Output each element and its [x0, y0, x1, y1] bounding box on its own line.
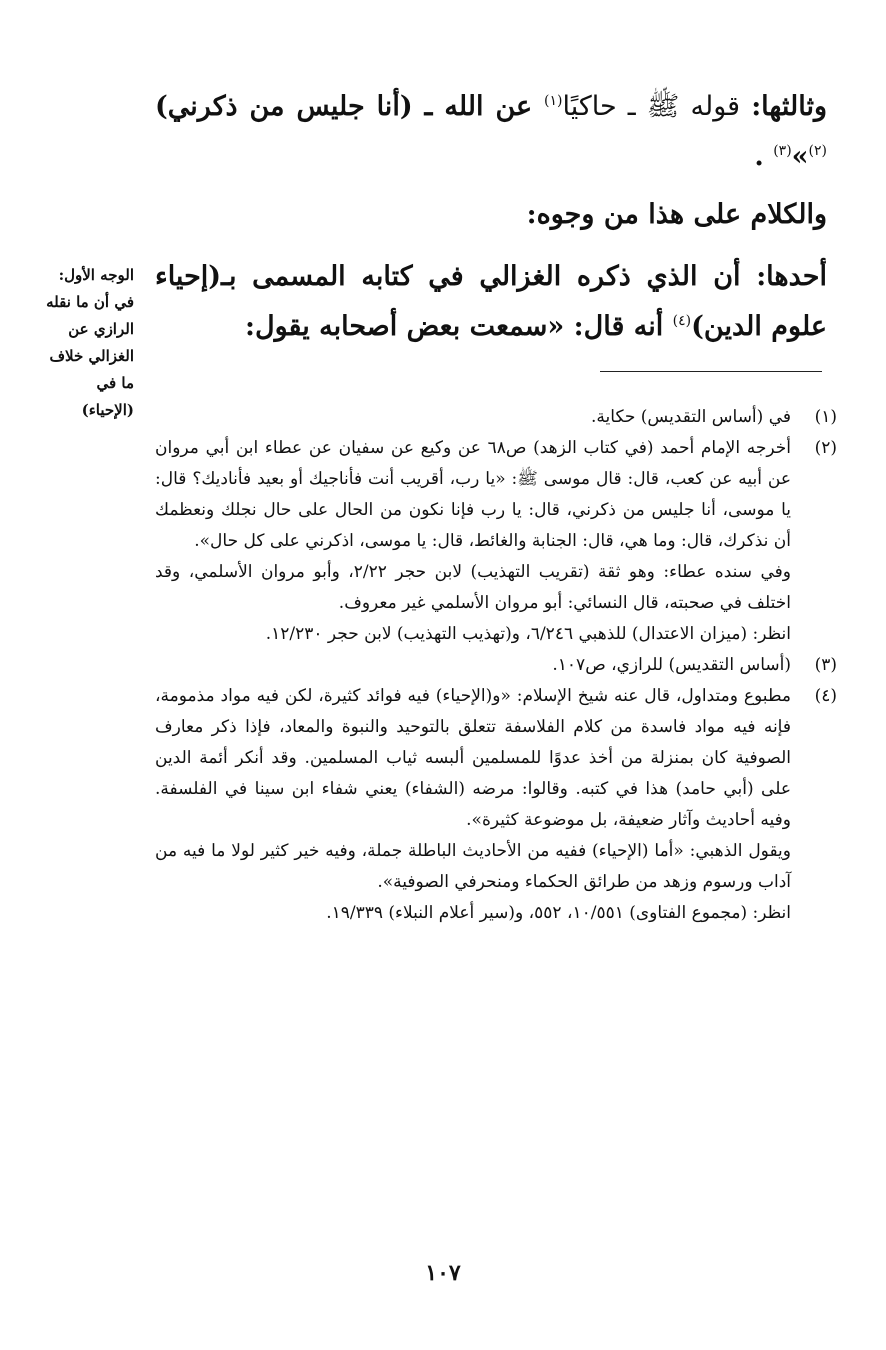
- footnote: [155, 650, 837, 681]
- margin-note-line: الوجه الأول:: [58, 266, 134, 284]
- footnotes: [155, 402, 837, 929]
- paragraph-third: [155, 82, 827, 182]
- margin-note: [30, 262, 134, 424]
- footnote-text: انظر: (مجموع الفتاوى) ١٠/٥٥١، ٥٥٢، و(سير أعلام النبلاء) ١٩/٣٣٩.: [326, 903, 791, 923]
- footnote-number: (١): [814, 407, 837, 427]
- paragraph-heading: والكلام على هذا من وجوه:: [526, 199, 827, 230]
- paragraph-text: أنه قال: «سمعت بعض أصحابه يقول:: [245, 311, 673, 342]
- margin-note-line: في أن ما نقله: [46, 293, 134, 311]
- footnote-ref: (٢): [808, 143, 827, 159]
- footnote-text: وفي سنده عطاء: وهو ثقة (تقريب التهذيب) لابن حجر ٢/٢٢، وأبو مروان الأسلمي، وقد اختلف في صحبته، قال النسائي: أبو مروان الأسلمي غير معروف.: [155, 562, 791, 613]
- footnote-number: (٣): [814, 655, 837, 675]
- footnote-ref: (١): [544, 93, 563, 109]
- footnote-ref: (٣): [773, 143, 792, 159]
- margin-note-line: الرازي عن: [68, 320, 134, 338]
- quote-mark: »: [791, 141, 809, 172]
- footnote-text: (أساس التقديس) للرازي، ص١٠٧.: [552, 655, 791, 675]
- paragraph-first-aspect: [155, 252, 827, 352]
- footnote-ref: (٤): [672, 313, 692, 329]
- paragraph-text: أن الذي ذكره الغزالي في كتابه المسمى بـ(إحياء علوم الدين): [155, 261, 827, 342]
- footnote: [155, 402, 837, 433]
- footnote-text: في (أساس التقديس) حكاية.: [591, 407, 791, 427]
- footnote-text: انظر: (ميزان الاعتدال) للذهبي ٦/٢٤٦، و(تهذيب التهذيب) لابن حجر ١٢/٢٣٠.: [265, 624, 791, 644]
- footnote-text: أخرجه الإمام أحمد (في كتاب الزهد) ص٦٨ عن وكيع عن سفيان عن عطاء ابن أبي مروان عن أبيه عن كعب، قال: قال موسى ﷺ: «يا رب، أقريب أنت فأناجيك أو بعيد فأناديك؟ قال: يا موسى، أنا جليس من ذكرني، قال: يا رب فإنا نكون من الحال على حال نجلك ونعظمك أن نذكرك، قال: وما هي، قال: الجنابة والغائط، قال: يا موسى، اذكرني على كل حال».: [155, 438, 791, 551]
- paragraph-text: عن الله ـ (أنا جليس من ذكرني): [155, 91, 545, 122]
- margin-note-line: ما في: [96, 374, 134, 392]
- footnote: [155, 433, 837, 650]
- footnote-text: مطبوع ومتداول، قال عنه شيخ الإسلام: «و(الإحياء) فيه فوائد كثيرة، لكن فيه مواد مذمومة، فإنه فيه مواد فاسدة من كلام الفلاسفة تتعلق بالتوحيد والنبوة والمعاد، فإذا ذكر معارف الصوفية كان بمنزلة من أخذ عدوًا للمسلمين ألبسه ثياب المسلمين. وقد أنكر أئمة الدين على (أبي حامد) هذا في كتبه. وقالوا: مرضه (الشفاء) يعني شفاء ابن سينا في الفلسفة. وفيه أحاديث وآثار ضعيفة، بل موضوعة كثيرة».: [155, 686, 791, 830]
- period: .: [754, 141, 774, 172]
- footnote-separator: [600, 371, 822, 372]
- lead-word: أحدها:: [756, 261, 827, 292]
- lead-word: وثالثها:: [751, 91, 827, 122]
- paragraph-text: قوله ﷺ ـ حاكيًا: [562, 91, 752, 122]
- footnote: [155, 681, 837, 929]
- main-text: [155, 82, 827, 352]
- margin-note-line: (الإحياء): [81, 401, 134, 419]
- footnote-number: (٤): [814, 686, 837, 706]
- footnote-text: ويقول الذهبي: «أما (الإحياء) ففيه من الأحاديث الباطلة جملة، وفيه خير كثير لولا ما فيه من آداب ورسوم وزهد من طرائق الحكماء ومنحرفي الصوفية».: [155, 841, 791, 892]
- margin-note-line: الغزالي خلاف: [49, 347, 134, 365]
- footnote-number: (٢): [814, 438, 837, 458]
- page-number: ١٠٧: [425, 1260, 461, 1286]
